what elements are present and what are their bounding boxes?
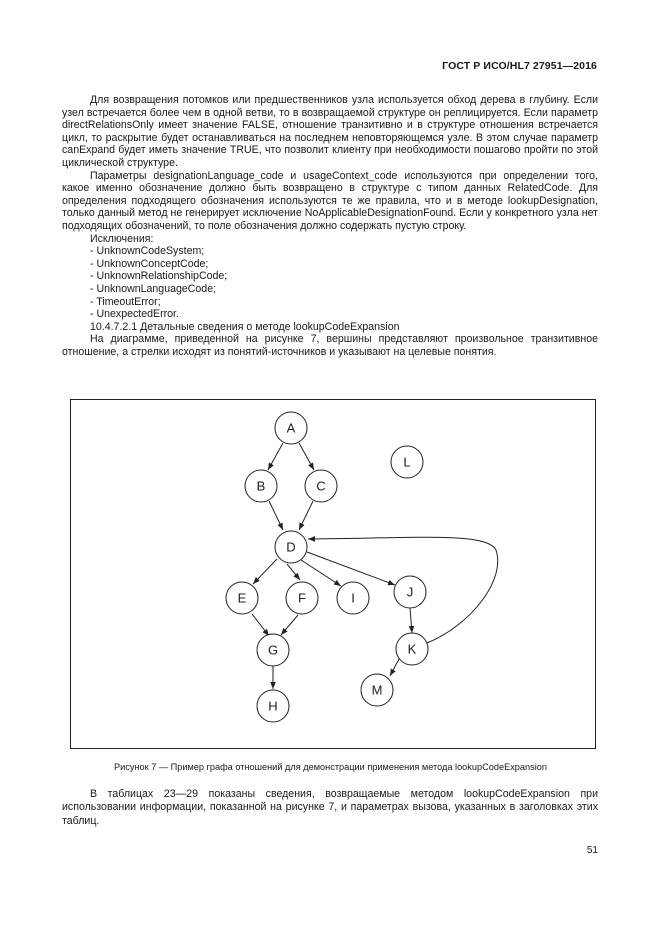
page-number: 51 xyxy=(586,845,598,856)
svg-text:E: E xyxy=(237,590,247,606)
exception-item: - UnknownConceptCode; xyxy=(90,257,209,270)
node-m xyxy=(361,674,393,706)
edge-a-b xyxy=(268,443,283,470)
edge-d-j xyxy=(307,552,395,585)
svg-text:A: A xyxy=(286,420,296,436)
svg-text:M: M xyxy=(371,682,383,698)
node-f xyxy=(286,582,318,614)
node-a xyxy=(275,412,307,444)
edge-f-g xyxy=(281,615,298,635)
edge-e-g xyxy=(252,614,269,636)
edge-b-d xyxy=(269,501,283,530)
node-b xyxy=(245,470,277,502)
paragraph-traversal: Для возвращения потомков или предшественников узла используется обход дерева в глубину. Если узел встречается более чем в одной ветви, то в возвращаемой структуре он реплицируется. Если параметр directRelationsOnly имеет значение FALSE, отношение транзитивно и в структуре отношения встречается цикл, то раскрытие будет останавливаться на последнем неповторяющемся узле. В этом случае параметр canExpand будет иметь значение TRUE, что позволит клиенту при необходимости пошагово пройти по этой циклической структуре. xyxy=(62,94,598,169)
exception-item: - UnexpectedError. xyxy=(90,308,179,321)
exception-item: - TimeoutError; xyxy=(90,295,161,308)
paragraph-designation: Параметры designationLanguage_code и usageContext_code используются при определении того, какое именно обозначение должно быть возвращено в структуре с типом данных RelatedCode. Для определения подходящего обозначения используются те же правила, что и в методе lookupDesignation, только данный метод не генерирует исключение NoApplicableDesignationFound. Если у конкретного узла нет подходящих обозначений, то поле обозначения должно содержать пустую строку. xyxy=(62,169,598,232)
paragraph-tables: В таблицах 23—29 показаны сведения, возвращаемые методом lookupCodeExpansion при использовании информации, показанной на рисунке 7, и параметрах вызова, указанных в заголовках этих таблиц. xyxy=(62,788,598,827)
edge-k-m xyxy=(390,657,400,676)
exception-item: - UnknownRelationshipCode; xyxy=(90,270,228,283)
figure-7-graph xyxy=(70,399,596,749)
paragraph-diagram-intro: На диаграмме, приведенной на рисунке 7, вершины представляют произвольное транзитивное отношение, а стрелки исходят из понятий-источников и указывают на целевые понятия. xyxy=(62,333,598,358)
section-heading: 10.4.7.2.1 Детальные сведения о методе lookupCodeExpansion xyxy=(90,320,400,333)
node-k xyxy=(396,633,428,665)
svg-text:D: D xyxy=(286,539,296,555)
node-h xyxy=(257,690,289,722)
svg-text:G: G xyxy=(267,642,279,658)
exception-item: - UnknownCodeSystem; xyxy=(90,245,205,258)
node-d xyxy=(275,531,307,563)
svg-text:F: F xyxy=(298,590,306,606)
exception-item: - UnknownLanguageCode; xyxy=(90,282,217,295)
node-j xyxy=(394,576,426,608)
node-c xyxy=(305,470,337,502)
main-text xyxy=(62,94,598,358)
svg-text:L: L xyxy=(403,454,411,470)
relationship-graph xyxy=(71,400,595,748)
svg-text:I: I xyxy=(351,590,355,606)
tables-intro xyxy=(62,788,598,828)
edge-d-e xyxy=(253,559,277,584)
node-i xyxy=(337,582,369,614)
svg-text:K: K xyxy=(407,641,417,657)
node-g xyxy=(257,634,289,666)
edge-c-d xyxy=(299,501,313,530)
document-header: ГОСТ Р ИСО/HL7 27951—2016 xyxy=(442,60,597,72)
edge-d-i xyxy=(301,560,341,586)
exceptions-title: Исключения: xyxy=(90,232,154,245)
node-l xyxy=(391,446,423,478)
edge-j-k xyxy=(410,608,412,633)
node-e xyxy=(226,582,258,614)
svg-text:H: H xyxy=(268,698,278,714)
svg-text:J: J xyxy=(406,584,414,600)
figure-caption: Рисунок 7 — Пример графа отношений для демонстрации применения метода lookupCodeExpansion xyxy=(114,762,547,772)
svg-text:C: C xyxy=(316,478,326,494)
edge-d-f xyxy=(287,564,300,580)
svg-text:B: B xyxy=(256,478,266,494)
edge-a-c xyxy=(299,443,314,470)
